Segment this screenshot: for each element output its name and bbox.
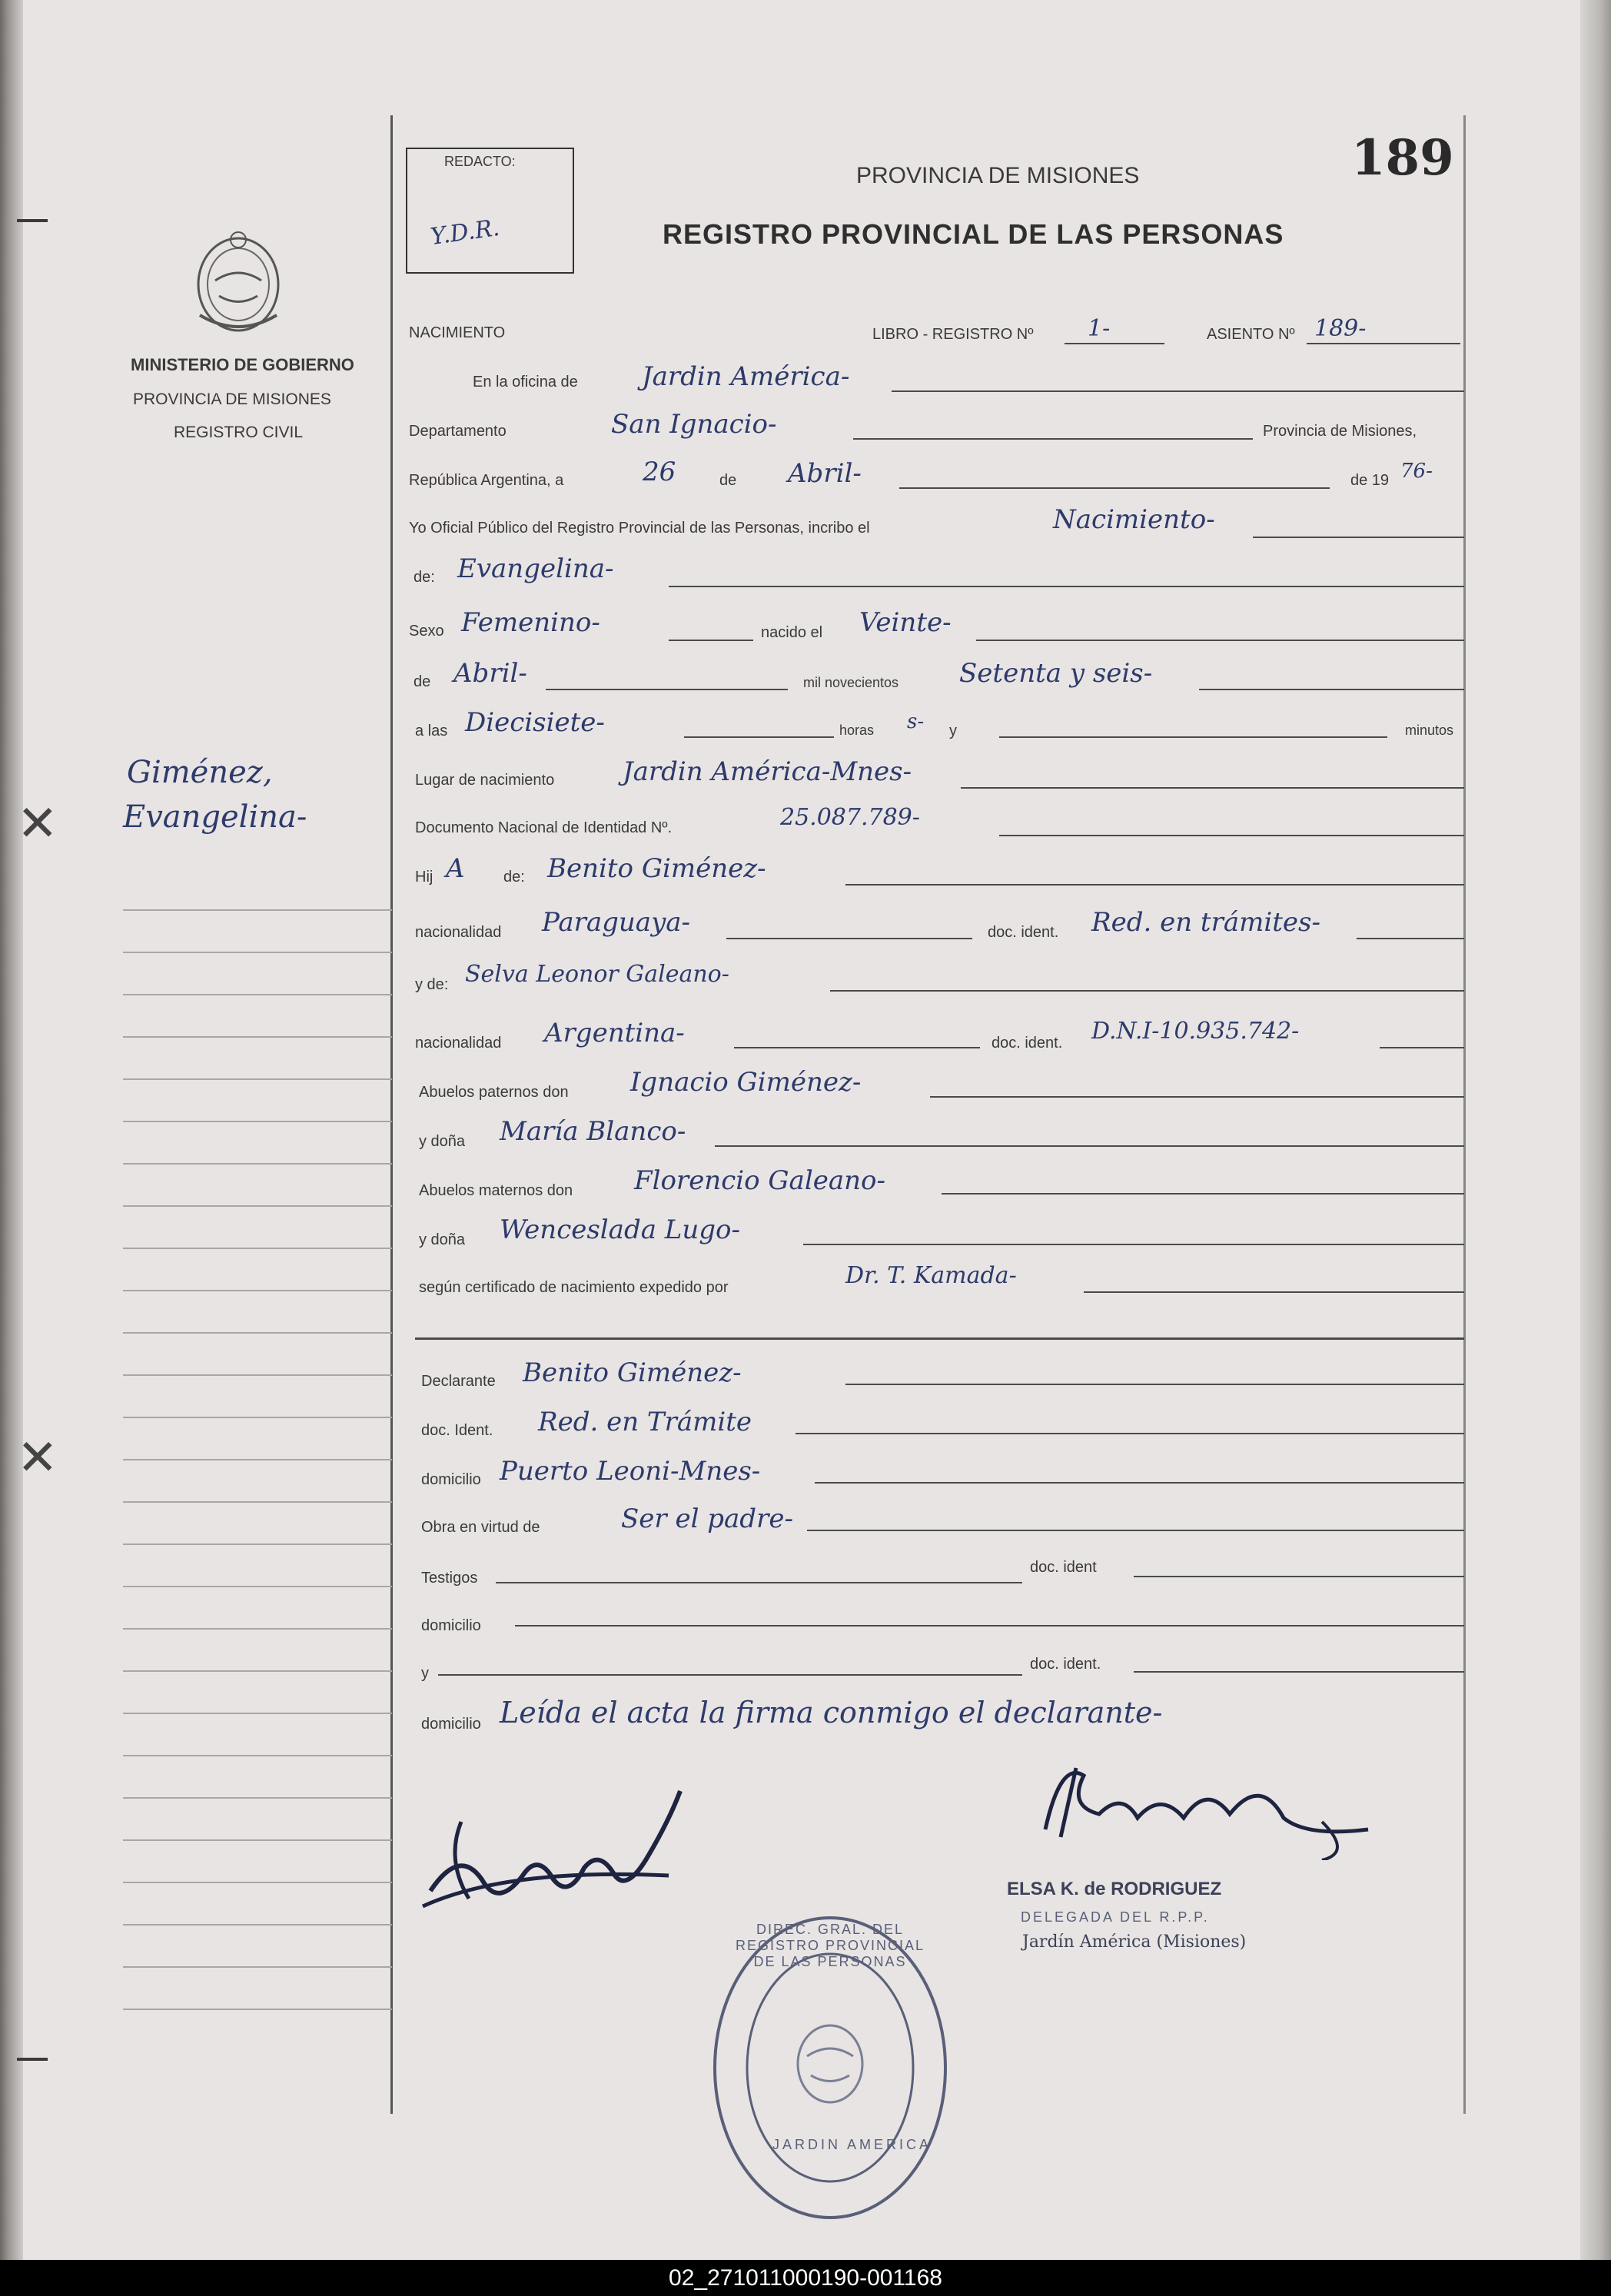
testigos-doc-label: doc. ident [1030,1559,1097,1576]
y-de-label: y de: [415,976,449,993]
asiento-value: 189- [1314,315,1367,342]
field-underline [1307,343,1460,344]
padre-nacionalidad-label: nacionalidad [415,924,502,941]
mil-value: Setenta y seis- [959,658,1153,689]
registry-label: REGISTRO CIVIL [174,424,304,441]
page-number: 189 [1351,129,1454,187]
record-type-label: NACIMIENTO [409,324,506,341]
field-underline [807,1530,1464,1531]
oficina-value: Jardin América- [642,361,850,392]
field-underline [1134,1576,1464,1577]
libro-value: 1- [1088,315,1111,342]
field-underline [999,736,1387,738]
field-underline [961,787,1464,789]
oficina-label: En la oficina de [473,374,578,390]
official-signature [1030,1745,1383,1860]
madre-value: Selva Leonor Galeano- [465,961,729,988]
padre-doc-value: Red. en trámites- [1091,907,1320,938]
hijo-de-label: de: [503,869,525,886]
field-underline [803,1244,1464,1245]
y-dona-label: y doña [419,1231,466,1248]
margin-ruled-lines [123,869,392,2022]
field-underline [942,1193,1464,1195]
hijo-label: Hij [415,869,433,886]
field-underline [669,586,1464,587]
field-underline [976,640,1464,641]
field-underline [930,1096,1464,1098]
declarante-doc-label: doc. Ident. [421,1422,493,1439]
abuela-paterna-value: María Blanco- [500,1116,686,1147]
de-persona-label: de: [414,569,435,586]
padre-value: Benito Giménez- [547,853,766,884]
field-underline [815,1482,1464,1484]
nombre-value: Evangelina- [457,553,614,584]
official-name: ELSA K. de RODRIGUEZ [1007,1879,1222,1899]
declarant-signature [415,1776,707,1929]
testigos-label: Testigos [421,1570,478,1587]
y-dona-label: y doña [419,1133,466,1150]
anio-prefix: de 19 [1350,472,1390,489]
declarante-label: Declarante [421,1373,496,1390]
obra-label: Obra en virtud de [421,1519,540,1536]
hora-value: Diecisiete- [465,707,605,738]
official-place: Jardín América (Misiones) [1022,1932,1247,1952]
testigo2-doc-label: doc. ident. [1030,1656,1101,1673]
minutos-label: minutos [1405,723,1454,738]
madre-nacionalidad-label: nacionalidad [415,1035,502,1052]
abuelo-materno-value: Florencio Galeano- [634,1165,885,1196]
nacido-value: Veinte- [859,607,952,638]
departamento-label: Departamento [409,423,507,440]
margin-note-surname: Giménez, [127,755,273,790]
abuela-materna-value: Wenceslada Lugo- [500,1214,740,1245]
header-province: PROVINCIA DE MISIONES [856,163,1140,188]
padre-doc-label: doc. ident. [988,924,1059,941]
madre-nacionalidad-value: Argentina- [544,1018,685,1048]
field-underline [796,1433,1464,1434]
mil-label: mil novecientos [803,675,899,690]
ministry-label: MINISTERIO DE GOBIERNO [131,355,354,374]
field-underline [1199,689,1464,690]
field-underline [726,938,972,939]
abuelo-paterno-value: Ignacio Giménez- [630,1067,862,1098]
closing-domicilio-label: domicilio [421,1716,481,1733]
obra-value: Ser el padre- [621,1504,793,1534]
document-code-footer: 02_271011000190-001168 [0,2260,1611,2296]
binder-edge [0,0,23,2260]
dia-value: 26 [643,457,676,487]
field-underline [715,1145,1464,1147]
field-underline [438,1674,1022,1676]
field-underline [830,990,1464,992]
official-title: DELEGADA DEL R.P.P. [1021,1909,1210,1925]
anio-value: 76- [1400,460,1433,483]
abuelos-paternos-label: Abuelos paternos don [419,1084,569,1101]
asiento-label: ASIENTO Nº [1207,326,1295,343]
declarante-value: Benito Giménez- [523,1357,742,1388]
stamp-ring-text: DIREC. GRAL. DEL REGISTRO PROVINCIAL DE LAS PERSONAS [735,1922,925,1969]
redacto-initials: Y.D.R. [429,214,502,251]
province-label: PROVINCIA DE MISIONES [133,390,331,408]
departamento-value: San Ignacio- [611,409,777,440]
abuelos-maternos-label: Abuelos maternos don [419,1182,573,1199]
madre-doc-label: doc. ident. [992,1035,1063,1052]
binding-stitch-x: ✕ [17,1430,58,1487]
republica-label: República Argentina, a [409,472,564,489]
nacido-label: nacido el [761,624,823,641]
field-underline [892,390,1464,392]
binding-stitch-x: ✕ [17,796,58,852]
coat-of-arms-icon [184,223,292,338]
y-label: y [949,723,957,739]
lugar-value: Jardin América-Mnes- [623,756,912,787]
a-las-label: a las [415,723,448,739]
page-stack-edge [1580,0,1611,2260]
binding-stitch [17,219,48,222]
horas-value: s- [907,710,925,733]
oficial-text: Yo Oficial Público del Registro Provincial de las Personas, incribo el [409,520,870,537]
field-underline [496,1582,1022,1583]
de-label: de [719,472,737,489]
madre-doc-value: D.N.I-10.935.742- [1091,1018,1300,1045]
page-title: REGISTRO PROVINCIAL DE LAS PERSONAS [663,218,1284,250]
field-underline [1253,537,1464,538]
provincia-suffix: Provincia de Misiones, [1263,423,1417,440]
hijo-suffix: A [446,853,465,884]
padre-nacionalidad-value: Paraguaya- [542,907,691,938]
field-underline [1065,343,1164,344]
nacido-mes-value: Abril- [453,658,527,689]
field-underline [845,884,1464,886]
redacto-label: REDACTO: [444,154,516,169]
field-underline [546,689,788,690]
y-testigo-label: y [421,1665,429,1682]
field-underline [1134,1671,1464,1673]
dni-label: Documento Nacional de Identidad Nº. [415,819,673,836]
sexo-value: Femenino- [461,607,600,638]
field-underline [1084,1291,1464,1293]
field-underline [1357,938,1464,939]
lugar-label: Lugar de nacimiento [415,772,555,789]
libro-label: LIBRO - REGISTRO Nº [872,326,1034,343]
sexo-label: Sexo [409,623,444,640]
field-underline [1380,1047,1464,1048]
declarante-domicilio-label: domicilio [421,1471,481,1488]
field-underline [669,640,753,641]
acto-value: Nacimiento- [1053,504,1215,535]
certificado-value: Dr. T. Kamada- [845,1262,1017,1289]
mes-value: Abril- [788,458,862,489]
field-underline [845,1384,1464,1385]
closing-statement: Leída el acta la firma conmigo el declarante- [500,1696,1163,1729]
field-underline [853,438,1253,440]
binding-stitch [17,2058,48,2061]
certificado-label: según certificado de nacimiento expedido por [419,1279,729,1296]
field-underline [684,736,834,738]
dni-value: 25.087.789- [780,804,920,831]
testigos-domicilio-label: domicilio [421,1617,481,1634]
field-underline [999,835,1464,836]
right-border-line [1463,115,1466,2114]
stamp-inner-text: JARDIN AMERICA [772,2137,932,2152]
declarante-doc-value: Red. en Trámite [538,1407,752,1437]
horas-label: horas [839,723,875,738]
field-underline [515,1625,1464,1626]
field-underline [734,1047,980,1048]
field-underline [899,487,1330,489]
de-mes-label: de [414,673,431,690]
section-separator [415,1337,1464,1340]
margin-note-name: Evangelina- [123,799,307,835]
declarante-domicilio-value: Puerto Leoni-Mnes- [500,1456,761,1487]
